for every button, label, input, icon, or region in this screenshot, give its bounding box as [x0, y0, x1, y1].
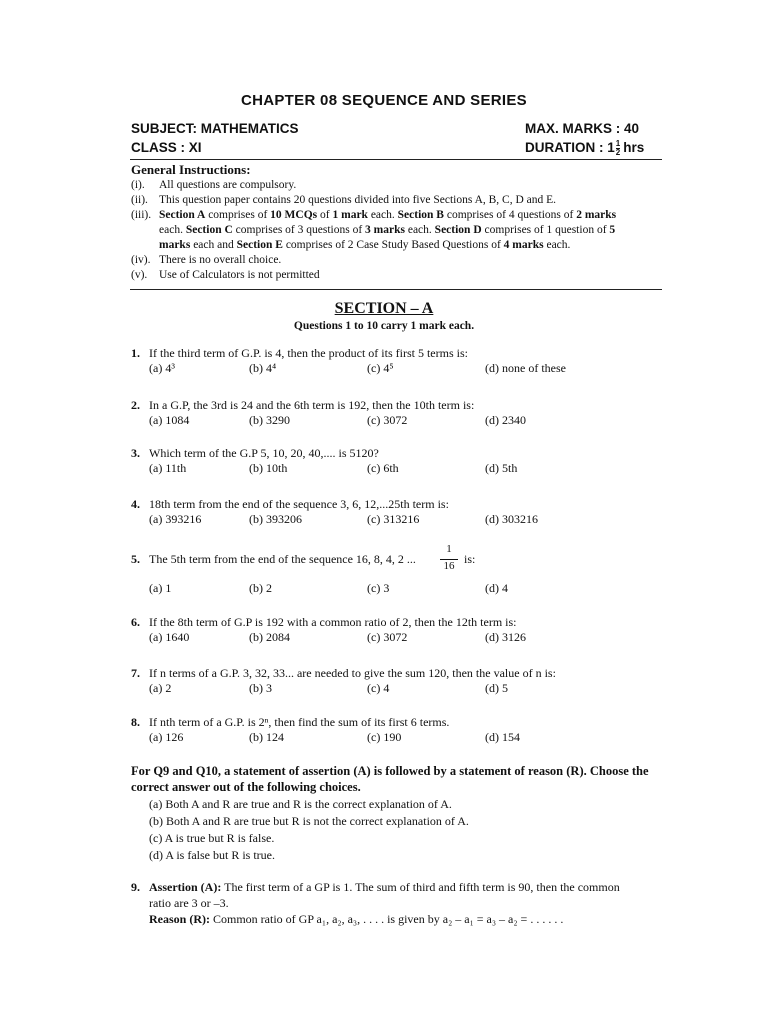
question-6	[131, 615, 671, 630]
section-a-title: SECTION – A	[334, 300, 434, 317]
instruction-item	[131, 208, 666, 253]
answer-option: (a) 393216	[149, 512, 202, 526]
answer-option: (c) 3072	[367, 413, 408, 427]
instruction-text-part: each.	[159, 224, 186, 236]
answer-option: (d) 2340	[485, 413, 526, 427]
question-number: 6.	[131, 615, 140, 629]
answer-option: (c) 313216	[367, 512, 420, 526]
answer-option: (a) 2	[149, 681, 172, 695]
answer-options	[149, 730, 629, 746]
question-3	[131, 446, 671, 461]
instruction-item	[131, 253, 666, 268]
instruction-text-part: each.	[404, 224, 435, 236]
duration-unit: hrs	[623, 140, 645, 156]
instruction-text-part: Section D	[434, 224, 482, 236]
question-number: 1.	[131, 346, 140, 360]
answer-option: (a) 1084	[149, 413, 190, 427]
reason-line	[149, 912, 689, 927]
instruction-text-part: All questions are compulsory.	[159, 179, 297, 191]
answer-options	[149, 512, 629, 528]
duration-text: DURATION : 1	[525, 140, 615, 156]
instruction-number: (ii).	[131, 194, 148, 206]
answer-option: (c) 4	[367, 681, 390, 695]
instruction-number: (v).	[131, 269, 148, 281]
question-1	[131, 346, 671, 361]
general-instructions-heading: General Instructions:	[131, 162, 251, 177]
question-text: If n terms of a G.P. 3, 32, 33... are needed to give the sum 120, then the value of n is:	[149, 666, 556, 680]
instruction-text-part: Section C	[185, 224, 233, 236]
instruction-text-part: Section B	[397, 209, 444, 221]
answer-option: (b) 10th	[249, 461, 288, 475]
instruction-text-part: comprises of 3 questions of	[232, 224, 366, 236]
header-divider	[130, 159, 662, 160]
answer-options	[149, 681, 629, 697]
answer-option: (d) 154	[485, 730, 520, 744]
instruction-continuation	[131, 238, 666, 253]
answer-option: (c) 3072	[367, 630, 408, 644]
question-text: The 5th term from the end of the sequence 16, 8, 4, 2 ...	[149, 552, 416, 566]
fraction-denominator: 16	[443, 560, 455, 572]
answer-option: (b) 3	[249, 681, 272, 695]
answer-option: (a) 1	[149, 581, 172, 595]
section-a-subtitle: Questions 1 to 10 carry 1 mark each.	[293, 320, 475, 332]
reason-label: Reason (R):	[149, 912, 210, 926]
instruction-text-part: 1 mark	[332, 209, 368, 221]
question-4	[131, 497, 671, 512]
answer-options	[149, 461, 629, 477]
answer-option: (d) 303216	[485, 512, 538, 526]
answer-option: (d) 3126	[485, 630, 526, 644]
question-5	[131, 552, 671, 567]
instruction-text-part: marks	[159, 239, 191, 251]
answer-option: (d) 4	[485, 581, 508, 595]
answer-option: (b) 2084	[249, 630, 290, 644]
instruction-text-part: each and	[190, 239, 237, 251]
duration-frac-den: 2	[615, 148, 621, 157]
instruction-text-part: Section A	[159, 209, 206, 221]
instruction-text-part: Section E	[236, 239, 283, 251]
question-7	[131, 666, 671, 681]
question-text: 18th term from the end of the sequence 3, 6, 12,...25th term is:	[149, 497, 449, 511]
question-number: 5.	[131, 552, 140, 566]
question-text: Which term of the G.P 5, 10, 20, 40,.... is 5120?	[149, 446, 379, 460]
answer-option: (b) 4⁴	[249, 361, 277, 375]
question-text: If the 8th term of G.P is 192 with a common ratio of 2, then the 12th term is:	[149, 615, 517, 629]
answer-option: (b) 393206	[249, 512, 302, 526]
instruction-text-part: This question paper contains 20 questions divided into five Sections A, B, C, D and E.	[159, 194, 557, 206]
fraction-numerator: 1	[446, 543, 452, 555]
answer-options	[149, 581, 629, 597]
instructions-divider	[130, 289, 662, 290]
question-number: 2.	[131, 398, 140, 412]
question-text: If nth term of a G.P. is 2ⁿ, then find the sum of its first 6 terms.	[149, 715, 450, 729]
instruction-text-part: each.	[367, 209, 398, 221]
answer-option: (a) 126	[149, 730, 184, 744]
instruction-text-part: comprises of 1 question of	[481, 224, 610, 236]
question-number: 4.	[131, 497, 140, 511]
assertion-label: Assertion (A):	[149, 880, 222, 894]
assertion-reason-option: (c) A is true but R is false.	[149, 831, 275, 845]
answer-option: (a) 11th	[149, 461, 187, 475]
question-2	[131, 398, 671, 413]
duration-label	[525, 140, 644, 157]
assertion-reason-option: (d) A is false but R is true.	[149, 848, 275, 862]
question-number: 3.	[131, 446, 140, 460]
question-number: 9.	[131, 880, 140, 894]
instruction-number: (iv).	[131, 254, 151, 266]
assertion-reason-option: (b) Both A and R are true but R is not the correct explanation of A.	[149, 814, 469, 828]
question-9	[131, 880, 671, 895]
question-text-after: is:	[464, 552, 476, 566]
duration-fraction	[616, 140, 620, 157]
answer-option: (c) 3	[367, 581, 390, 595]
question-text: In a G.P, the 3rd is 24 and the 6th term is 192, then the 10th term is:	[149, 398, 475, 412]
question-number: 7.	[131, 666, 140, 680]
answer-option: (b) 2	[249, 581, 272, 595]
duration-frac-num: 1	[615, 139, 621, 148]
instruction-item	[131, 178, 666, 193]
answer-option: (c) 4⁵	[367, 361, 394, 375]
instruction-text-part: 5	[609, 224, 616, 236]
assertion-continuation: ratio are 3 or –3.	[149, 896, 229, 910]
instruction-item	[131, 268, 666, 283]
answer-option: (a) 1640	[149, 630, 190, 644]
assertion-text: The first term of a GP is 1. The sum of third and fifth term is 90, then the common	[224, 880, 620, 894]
question-number: 8.	[131, 715, 140, 729]
subject-label: SUBJECT: MATHEMATICS	[131, 121, 299, 136]
answer-option: (b) 124	[249, 730, 284, 744]
instruction-text-part: 4 marks	[503, 239, 544, 251]
reason-text: Common ratio of GP a₁, a₂, a₃, . . . . is given by a₂ – a₁ = a₃ – a₂ = . . . . . .	[213, 912, 564, 926]
instruction-item	[131, 193, 666, 208]
instruction-text-part: comprises of	[205, 209, 271, 221]
instruction-text-part: comprises of 2 Case Study Based Questions of	[282, 239, 504, 251]
instruction-text-part: 10 MCQs	[270, 209, 318, 221]
answer-option: (b) 3290	[249, 413, 290, 427]
assertion-reason-option: (a) Both A and R are true and R is the correct explanation of A.	[149, 797, 452, 811]
answer-option: (c) 190	[367, 730, 402, 744]
instruction-text-part: comprises of 4 questions of	[443, 209, 577, 221]
instruction-number: (iii).	[131, 209, 152, 221]
instruction-continuation	[131, 223, 666, 238]
instruction-text-part: 2 marks	[576, 209, 617, 221]
answer-option: (d) 5th	[485, 461, 518, 475]
answer-options	[149, 630, 629, 646]
max-marks-label: MAX. MARKS : 40	[525, 121, 640, 136]
assertion-reason-heading: For Q9 and Q10, a statement of assertion (A) is followed by a statement of reason (R). Choose the correct answer out of the following choices.	[131, 764, 649, 794]
instruction-text-part: of	[317, 209, 333, 221]
answer-option: (d) none of these	[485, 361, 566, 375]
answer-option: (d) 5	[485, 681, 508, 695]
chapter-title: CHAPTER 08 SEQUENCE AND SERIES	[240, 92, 527, 109]
answer-options	[149, 361, 629, 377]
question-text: If the third term of G.P. is 4, then the product of its first 5 terms is:	[149, 346, 468, 360]
instruction-text-part: There is no overall choice.	[159, 254, 282, 266]
instruction-number: (i).	[131, 179, 145, 191]
instruction-text-part: Use of Calculators is not permitted	[159, 269, 320, 281]
instruction-text-part: 3 marks	[365, 224, 405, 236]
question-8	[131, 715, 671, 730]
instruction-text-part: each.	[543, 239, 571, 251]
class-label: CLASS : XI	[131, 140, 202, 155]
answer-option: (a) 4³	[149, 361, 175, 375]
answer-option: (c) 6th	[367, 461, 399, 475]
answer-options	[149, 413, 629, 429]
